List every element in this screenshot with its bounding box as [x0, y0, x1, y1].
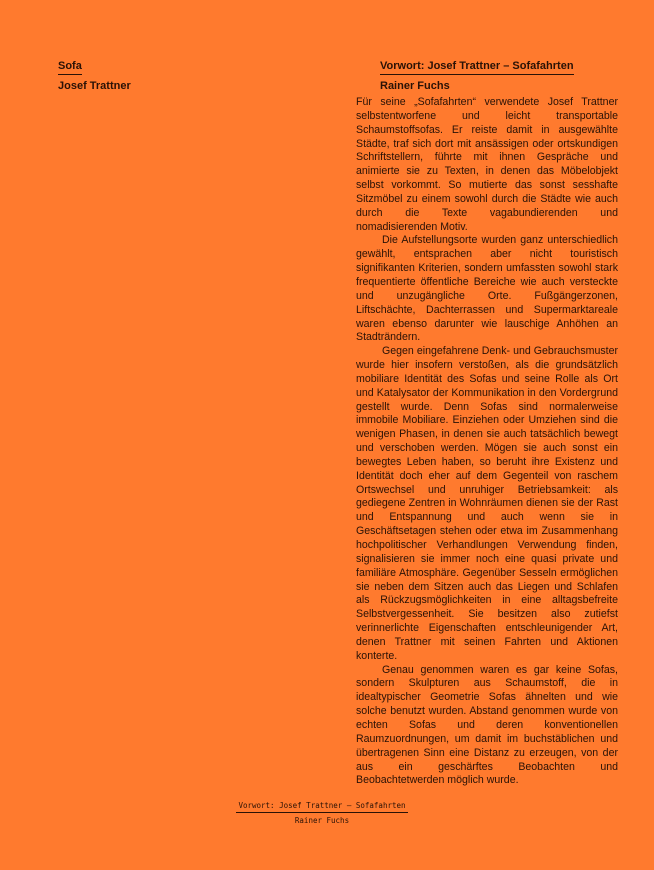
book-title: Sofa [58, 60, 82, 75]
footer-title: Vorwort: Josef Trattner – Sofafahrten [236, 800, 407, 813]
running-header-left [58, 58, 131, 94]
page-footer [200, 800, 444, 826]
paragraph: Für seine „Sofafahrten“ verwendete Josef Trattner selbstentworfene und leicht transportable Schaumstoffsofas. Er reiste damit in ausgewählte Städte, traf sich dort mit ansässigen oder ortskundigen Schriftstellern, führte mit ihnen Gespräche und animierte sie zu Texten, in denen das Möbelobjekt selbst vorkommt. So mutierte das sonst sesshafte Sitzmöbel zu einem sowohl durch die Städte wie auch durch die Texte vagabundierenden und nomadisierenden Motiv. [356, 96, 618, 233]
body-text [356, 96, 618, 788]
book-author: Josef Trattner [58, 80, 131, 92]
chapter-header [380, 58, 574, 94]
paragraph: Gegen eingefahrene Denk- und Gebrauchsmuster wurde hier insofern verstoßen, als die grundsätzlich mobiliare Identität des Sofas und seine Rolle als Ort und Katalysator der Kommunikation in den Vordergrund gestellt wurde. Denn Sofas sind normalerweise immobile Mobiliare. Einziehen oder Umziehen sind die wenigen Phasen, in denen sie auch tatsächlich bewegt und verschoben werden. Mögen sie auch sonst ein bewegtes Leben haben, so beruht ihre Existenz und Identität doch eher auf dem Gegenteil von raschem Ortswechsel und unruhiger Betriebsamkeit: als gediegene Zentren in Wohnräumen dienen sie der Rast und Entspannung und auch wenn sie in Geschäftsetagen stehen oder etwa im Zusammenhang hochpolitischer Verhandlungen Verwendung finden, signalisieren sie immer noch eine quasi private und familiäre Atmosphäre. Gegenüber Sesseln ermöglichen sie neben dem Sitzen auch das Liegen und Schlafen als Rückzugsmöglichkeiten in eine alltagsbefreite Selbstvergessenheit. Sie besitzen also zutiefst verinnerlichte Eigenschaften entschleunigender Art, denen Trattner mit seinen Fahrten und Aktionen konterte. [356, 345, 618, 662]
paragraph: Genau genommen waren es gar keine Sofas, sondern Skulpturen aus Schaumstoff, die in idealtypischer Geometrie Sofas ähnelten und wie solche benutzt wurden. Abstand genommen wurde von echten Sofas und deren konventionellen Raumzuordnungen, um damit im buchstäblichen und übertragenen Sinn eine Distanz zu erzeugen, von der aus ein geschärftes Beobachten und Beobachtetwerden möglich wurde. [356, 663, 618, 787]
footer-author: Rainer Fuchs [294, 816, 350, 825]
chapter-title: Vorwort: Josef Trattner – Sofafahrten [380, 60, 574, 75]
paragraph: Die Aufstellungsorte wurden ganz unterschiedlich gewählt, entsprachen aber nicht touristisch signifikanten Kriterien, sondern umfassten sowohl stark frequentierte öffentliche Bereiche wie auch versteckte und unzugängliche Orte. Fußgängerzonen, Liftschächte, Dachterrassen und Supermarktareale waren ebenso darunter wie lauschige Anhöhen an Stadträndern. [356, 234, 618, 344]
chapter-author: Rainer Fuchs [380, 80, 450, 92]
